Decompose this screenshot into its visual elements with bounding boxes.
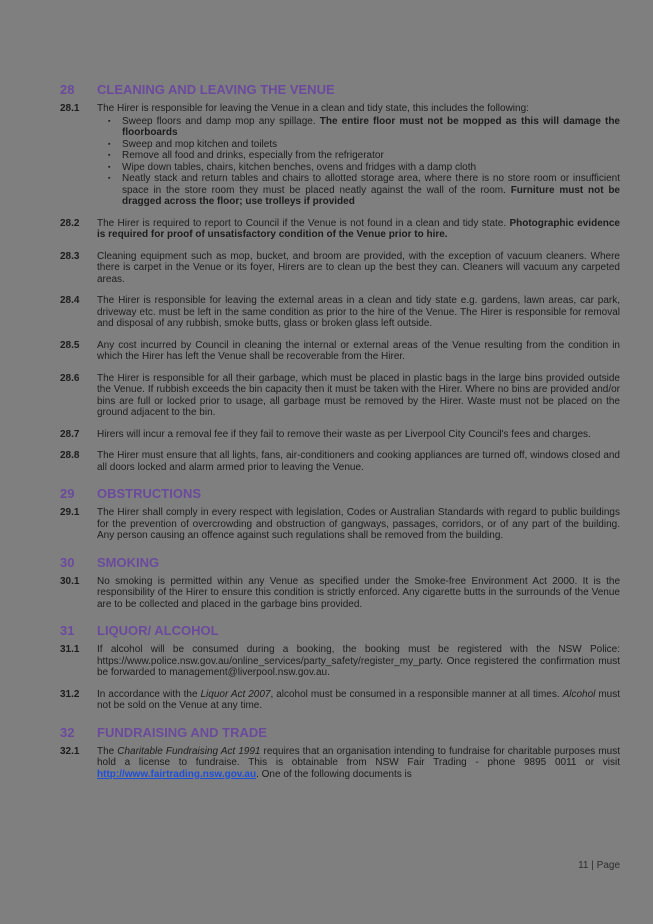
clause (60, 373, 620, 419)
clause-text (97, 644, 620, 679)
square-bullet-icon: ▪ (108, 163, 111, 171)
bullet-item (108, 173, 620, 208)
clause (60, 746, 620, 781)
clause-text (97, 576, 620, 611)
text-segment: Furniture must not be dragged across the floor; use trolleys if provided (122, 184, 620, 207)
section-number: 31 (60, 623, 75, 638)
clause-text (97, 689, 620, 712)
text-segment: If alcohol will be consumed during a booking, the booking must be registered with the NSW Police: https://www.police.nsw.gov.au/online_services/party_safety/register_my_party. Once registered the confirmation must be forwarded to management@liverpool.nsw.gov.au. (97, 644, 620, 678)
text-segment: The Hirer is responsible for leaving the Venue in a clean and tidy state, this includes the following: (97, 103, 529, 114)
text-segment: Sweep and mop kitchen and toilets (122, 138, 278, 150)
bullet-text (122, 173, 620, 208)
text-segment: Wipe down tables, chairs, kitchen benches, ovens and fridges with a damp cloth (122, 161, 477, 173)
text-segment: Liquor Act 2007 (200, 688, 271, 700)
clause-number: 32.1 (60, 745, 80, 757)
bullet-text (122, 139, 620, 151)
section-title: SMOKING (97, 554, 160, 570)
section-number: 30 (60, 554, 75, 570)
text-segment: requires that an organisation intending to fundraise for charitable purposes must hold a license to fundraise. This is obtainable from NSW Fair Trading - phone 9895 0011 or visit (97, 745, 620, 768)
clause (60, 429, 620, 441)
clause-number: 30.1 (60, 575, 80, 587)
clause-text (97, 507, 620, 542)
section-heading (60, 82, 620, 97)
page-footer (578, 860, 620, 872)
clause (60, 251, 620, 286)
section-heading (60, 623, 620, 638)
clause-number: 28.2 (60, 217, 80, 229)
section-heading (60, 555, 620, 570)
clause-number: 28.7 (60, 428, 80, 440)
clause-number: 29.1 (60, 507, 80, 518)
text-segment: Hirers will incur a removal fee if they fail to remove their waste as per Liverpool City Council's fees and charges. (97, 428, 591, 440)
bullet-item (108, 162, 620, 174)
page-number: 11 | Page (578, 860, 620, 871)
clause-number: 28.1 (60, 103, 80, 114)
bullet-item (108, 139, 620, 151)
clause (60, 576, 620, 611)
clause (60, 340, 620, 363)
clause-number: 31.2 (60, 688, 80, 700)
bullet-text (122, 116, 620, 139)
text-segment: Alcohol (562, 688, 596, 700)
bullet-text (122, 150, 620, 162)
clause-text (97, 103, 620, 208)
document-body (60, 82, 620, 780)
clause (60, 507, 620, 542)
clause-text (97, 340, 620, 363)
clause-text (97, 746, 620, 781)
clause (60, 295, 620, 330)
clause-text (97, 429, 620, 441)
text-segment: Sweep floors and damp mop any spillage. (122, 115, 320, 127)
section-title: CLEANING AND LEAVING THE VENUE (97, 82, 335, 97)
section-number: 32 (60, 724, 75, 740)
clause (60, 450, 620, 473)
text-segment: , alcohol must be consumed in a responsible manner at all times. (270, 688, 563, 700)
text-segment: Neatly stack and return tables and chairs to allotted storage area, where there is no store room or insufficient space in the store room they must be placed neatly against the wall of the room. (122, 173, 620, 196)
text-segment: In accordance with the (97, 688, 201, 700)
bullet-item (108, 150, 620, 162)
clause (60, 218, 620, 241)
section-heading (60, 725, 620, 740)
square-bullet-icon: ▪ (108, 140, 111, 148)
fairtrading-link[interactable]: http://www.fairtrading.nsw.gov.au (97, 768, 257, 780)
text-segment: The Hirer must ensure that all lights, fans, air-conditioners and cooking appliances are turned off, windows closed and all doors locked and alarm armed prior to leaving the Venue. (97, 450, 620, 473)
text-segment: The Hirer is responsible for all their garbage, which must be placed in plastic bags in the large bins provided outside the Venue. If rubbish exceeds the bin capacity then it must be taken with the Hirer. Where no bins are provided and/or bins are full or locked prior to usage, all garbage must be removed by the Hirer. Waste must not be placed on the ground adjacent to the bin. (97, 372, 620, 418)
text-segment: Cleaning equipment such as mop, bucket, and broom are provided, with the exception of vacuum cleaners. Where there is carpet in the Venue or its foyer, Hirers are to clean up the best they can. Cleaners will vacuum any carpeted areas. (97, 250, 620, 285)
section-title: FUNDRAISING AND TRADE (97, 724, 267, 740)
clause-text (97, 295, 620, 330)
section-title: OBSTRUCTIONS (97, 486, 201, 501)
clause-number: 28.3 (60, 250, 80, 262)
square-bullet-icon: ▪ (108, 117, 111, 125)
clause-number: 28.6 (60, 372, 80, 384)
text-segment: The Hirer shall comply in every respect with legislation, Codes or Australian Standards with regard to public buildings for the prevention of overcrowding and obstruction of gangways, passages, corridors, or of any part of the building. Any person causing an offence against such regulations shall be removed from the building. (97, 507, 620, 541)
square-bullet-icon: ▪ (108, 152, 111, 159)
section-number: 29 (60, 486, 75, 501)
square-bullet-icon: ▪ (108, 175, 111, 182)
text-segment: The entire floor must not be mopped as this will damage the floorboards (122, 115, 620, 138)
clause-text (97, 373, 620, 419)
clause-number: 28.5 (60, 339, 80, 351)
clause (60, 689, 620, 712)
clause-text (97, 251, 620, 286)
section-heading (60, 486, 620, 501)
clause-text (97, 218, 620, 241)
clause-text (97, 450, 620, 473)
clause (60, 103, 620, 208)
text-segment: No smoking is permitted within any Venue as specified under the Smoke-free Environment Act 2000. It is the responsibility of the Hirer to ensure this condition is strictly enforced. Any cigarette butts in the surrounds of the Venue are to be collected and placed in the garbage bins provided. (97, 575, 620, 610)
text-segment: Remove all food and drinks, especially from the refrigerator (122, 150, 384, 161)
text-segment: Photographic evidence is required for proof of unsatisfactory condition of the Venue prior to hire. (97, 217, 620, 240)
section-number: 28 (60, 82, 75, 97)
text-segment: must not be sold on the Venue at any time. (97, 688, 620, 711)
text-segment: Charitable Fundraising Act 1991 (117, 745, 261, 757)
bullet-item (108, 116, 620, 139)
text-segment: . One of the following documents is (256, 768, 412, 780)
bullet-list (108, 116, 620, 208)
section-title: LIQUOR/ ALCOHOL (97, 623, 219, 638)
text-segment: The Hirer is responsible for leaving the external areas in a clean and tidy state e.g. gardens, lawn areas, car park, driveway etc. must be left in the same condition as prior to the hire of the Venue. The Hirer is responsible for removal and disposal of any rubbish, smoke butts, glass or broken glass left outside. (97, 295, 620, 329)
text-segment: Any cost incurred by Council in cleaning the internal or external areas of the Venue resulting from the condition in which the Hirer has left the Venue shall be recoverable from the Hirer. (97, 339, 620, 362)
clause (60, 644, 620, 679)
clause-number: 28.4 (60, 295, 80, 306)
text-segment: The Hirer is required to report to Council if the Venue is not found in a clean and tidy state. (97, 217, 510, 229)
text-segment: The (97, 745, 118, 757)
clause-number: 28.8 (60, 450, 80, 461)
clause-number: 31.1 (60, 644, 80, 655)
bullet-text (122, 162, 620, 174)
